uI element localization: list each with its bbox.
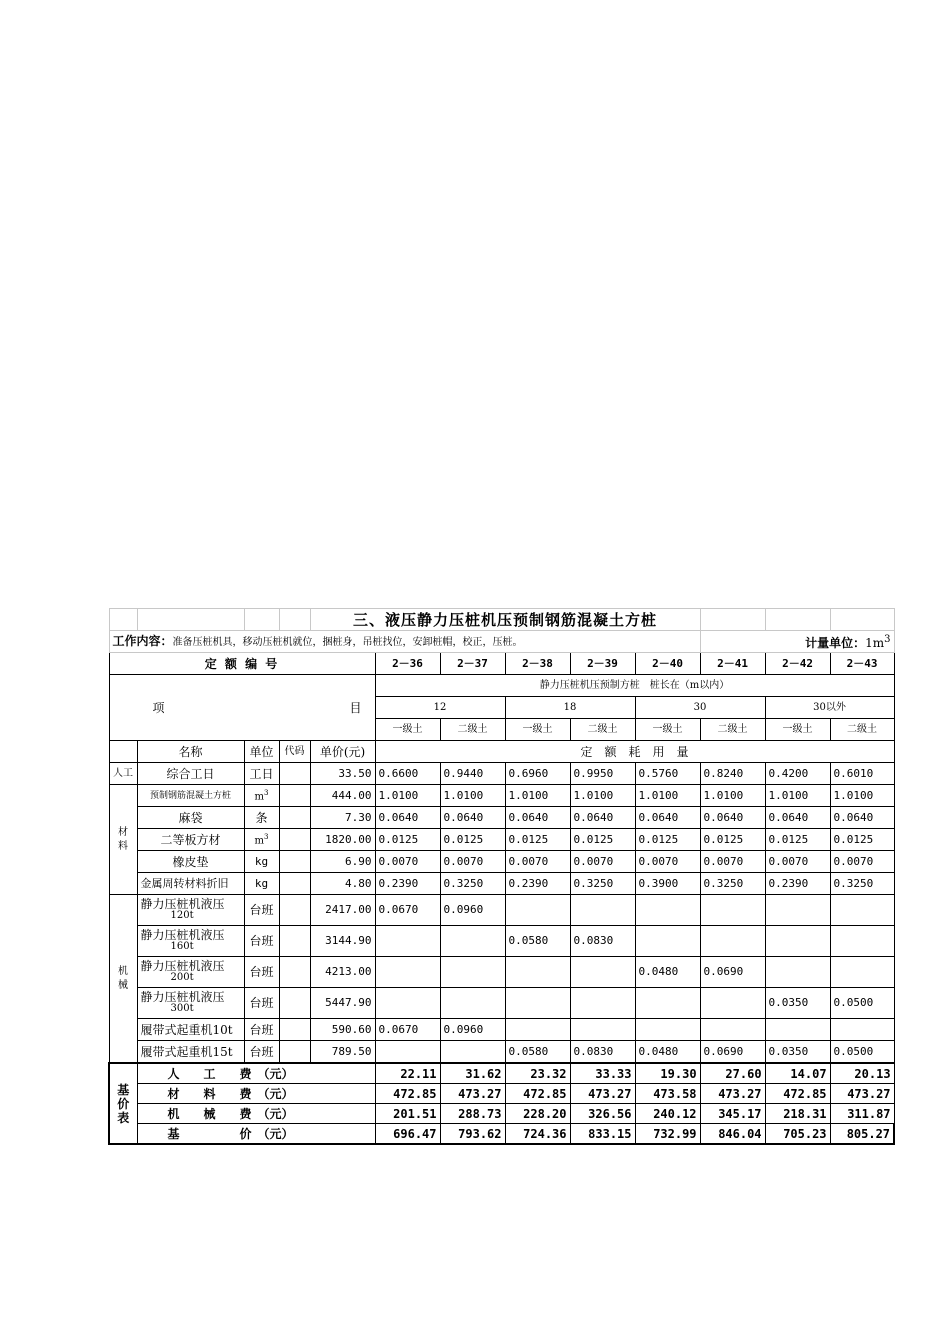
summary-value: 20.13 xyxy=(830,1063,894,1084)
row-value: 0.0070 xyxy=(440,851,505,873)
row-code xyxy=(279,926,310,957)
row-code xyxy=(279,763,310,785)
row-name-main: 静力压桩机液压 xyxy=(140,959,225,973)
summary-value: 473.27 xyxy=(830,1084,894,1104)
row-value: 0.0125 xyxy=(375,829,440,851)
row-value: 0.0670 xyxy=(375,1019,440,1041)
summary-label: 机 械 费 （元） xyxy=(137,1104,375,1124)
table-row xyxy=(109,1084,894,1104)
row-value xyxy=(765,957,830,988)
measure-unit-sup: 3 xyxy=(884,634,891,645)
row-value: 1.0100 xyxy=(635,785,700,807)
work-content-label: 工作内容： xyxy=(112,633,173,648)
pile-length: 12 xyxy=(375,697,505,719)
row-value: 1.0100 xyxy=(570,785,635,807)
table-row xyxy=(109,957,894,988)
quota-code: 2－39 xyxy=(570,653,635,675)
summary-value: 472.85 xyxy=(505,1084,570,1104)
row-value xyxy=(375,957,440,988)
row-value: 0.0830 xyxy=(570,1041,635,1064)
row-value xyxy=(570,895,635,926)
row-value xyxy=(440,988,505,1019)
quota-code: 2－40 xyxy=(635,653,700,675)
row-value: 0.0125 xyxy=(505,829,570,851)
row-value xyxy=(635,895,700,926)
summary-value: 240.12 xyxy=(635,1104,700,1124)
row-code xyxy=(279,785,310,807)
row-value: 0.2390 xyxy=(505,873,570,895)
row-unit: 台班 xyxy=(244,1019,279,1041)
labor-group: 人工 xyxy=(109,763,137,785)
table-row xyxy=(109,829,894,851)
row-name-sub: 200t xyxy=(170,972,194,983)
row-code xyxy=(279,807,310,829)
row-name-sub: 120t xyxy=(170,910,194,921)
row-price: 6.90 xyxy=(310,851,375,873)
row-value xyxy=(635,1019,700,1041)
summary-value: 311.87 xyxy=(830,1104,894,1124)
row-value xyxy=(700,1019,765,1041)
summary-value: 345.17 xyxy=(700,1104,765,1124)
summary-value: 846.04 xyxy=(700,1124,765,1145)
summary-value: 22.11 xyxy=(375,1063,440,1084)
title-spacer xyxy=(137,609,244,631)
base-price-group-label: 基价表 xyxy=(117,1082,130,1125)
work-content-text: 准备压桩机具，移动压桩机就位，捆桩身，吊桩找位，安卸桩帽，校正，压桩。 xyxy=(172,636,523,648)
row-value: 0.0070 xyxy=(700,851,765,873)
row-value: 0.0070 xyxy=(505,851,570,873)
row-code xyxy=(279,988,310,1019)
row-value: 1.0100 xyxy=(700,785,765,807)
row-value: 0.3250 xyxy=(570,873,635,895)
row-code xyxy=(279,1041,310,1064)
summary-value: 23.32 xyxy=(505,1063,570,1084)
row-value xyxy=(635,926,700,957)
row-price: 4.80 xyxy=(310,873,375,895)
row-price: 1820.00 xyxy=(310,829,375,851)
row-value: 0.0350 xyxy=(765,988,830,1019)
row-value: 0.0070 xyxy=(375,851,440,873)
row-value xyxy=(375,1041,440,1064)
row-unit-sup: 3 xyxy=(264,789,269,798)
row-value xyxy=(830,957,894,988)
row-price: 3144.90 xyxy=(310,926,375,957)
row-value xyxy=(700,895,765,926)
summary-value: 288.73 xyxy=(440,1104,505,1124)
header-unit: 单位 xyxy=(244,741,279,763)
measure-unit-value: 1m xyxy=(865,636,885,650)
row-unit-text: m xyxy=(254,835,264,847)
row-value xyxy=(700,926,765,957)
summary-value: 218.31 xyxy=(765,1104,830,1124)
row-value: 0.3250 xyxy=(830,873,894,895)
row-value xyxy=(505,895,570,926)
row-unit: 台班 xyxy=(244,895,279,926)
table-row xyxy=(109,1063,894,1084)
title-spacer xyxy=(279,609,310,631)
table-row xyxy=(109,1124,894,1145)
table-row xyxy=(109,807,894,829)
row-value xyxy=(440,957,505,988)
row-unit: kg xyxy=(244,873,279,895)
row-code xyxy=(279,829,310,851)
row-name: 履带式起重机15t xyxy=(137,1041,244,1064)
row-name-main: 静力压桩机液压 xyxy=(140,928,225,942)
row-value: 0.0070 xyxy=(570,851,635,873)
row-code xyxy=(279,895,310,926)
row-name: 麻袋 xyxy=(137,807,244,829)
row-value: 0.0070 xyxy=(635,851,700,873)
row-value: 0.0640 xyxy=(830,807,894,829)
row-value xyxy=(830,1019,894,1041)
row-value xyxy=(830,895,894,926)
soil-type: 一级土 xyxy=(505,719,570,741)
table-row xyxy=(109,988,894,1019)
row-name: 综合工日 xyxy=(137,763,244,785)
row-value: 0.0125 xyxy=(765,829,830,851)
row-price: 789.50 xyxy=(310,1041,375,1064)
row-name: 履带式起重机10t xyxy=(137,1019,244,1041)
row-value: 0.4200 xyxy=(765,763,830,785)
row-value: 0.6010 xyxy=(830,763,894,785)
row-value: 0.0125 xyxy=(635,829,700,851)
header-code: 代码 xyxy=(279,741,310,763)
row-value: 0.6600 xyxy=(375,763,440,785)
row-value: 0.3250 xyxy=(440,873,505,895)
row-unit-text: m xyxy=(254,791,264,803)
row-name-sub: 300t xyxy=(170,1003,194,1014)
soil-type: 二级土 xyxy=(830,719,894,741)
header-consumption: 定 额 耗 用 量 xyxy=(375,741,894,763)
row-name xyxy=(137,926,244,957)
row-value: 0.0640 xyxy=(765,807,830,829)
row-unit: 条 xyxy=(244,807,279,829)
row-value xyxy=(570,957,635,988)
title-spacer xyxy=(765,609,830,631)
table-row xyxy=(109,1041,894,1064)
row-value: 0.0125 xyxy=(570,829,635,851)
row-value: 0.3900 xyxy=(635,873,700,895)
summary-value: 473.27 xyxy=(700,1084,765,1104)
row-price: 7.30 xyxy=(310,807,375,829)
row-value: 0.0480 xyxy=(635,957,700,988)
page-title: 三、液压静力压桩机压预制钢筋混凝土方桩 xyxy=(310,609,700,631)
row-unit: 台班 xyxy=(244,926,279,957)
row-value: 0.9440 xyxy=(440,763,505,785)
summary-value: 472.85 xyxy=(375,1084,440,1104)
machinery-group xyxy=(109,895,137,1064)
row-unit: kg xyxy=(244,851,279,873)
table-row xyxy=(109,926,894,957)
row-value: 0.5760 xyxy=(635,763,700,785)
row-value: 0.0670 xyxy=(375,895,440,926)
row-price: 33.50 xyxy=(310,763,375,785)
row-value: 0.0960 xyxy=(440,895,505,926)
item-label xyxy=(109,675,375,741)
row-name: 二等板方材 xyxy=(137,829,244,851)
row-value xyxy=(505,957,570,988)
row-value: 0.0580 xyxy=(505,926,570,957)
table-row xyxy=(109,1104,894,1124)
summary-value: 473.27 xyxy=(570,1084,635,1104)
soil-type: 二级土 xyxy=(440,719,505,741)
summary-value: 473.27 xyxy=(440,1084,505,1104)
row-value: 1.0100 xyxy=(765,785,830,807)
materials-group xyxy=(109,785,137,895)
row-code xyxy=(279,1019,310,1041)
row-value: 0.0640 xyxy=(375,807,440,829)
summary-value: 326.56 xyxy=(570,1104,635,1124)
summary-value: 27.60 xyxy=(700,1063,765,1084)
table-row xyxy=(109,895,894,926)
title-spacer xyxy=(700,609,765,631)
row-value xyxy=(570,1019,635,1041)
summary-value: 228.20 xyxy=(505,1104,570,1124)
row-value: 0.0070 xyxy=(765,851,830,873)
row-value xyxy=(635,988,700,1019)
row-value xyxy=(375,926,440,957)
table-row xyxy=(109,873,894,895)
quota-code: 2－41 xyxy=(700,653,765,675)
row-value: 0.0640 xyxy=(505,807,570,829)
pile-length: 18 xyxy=(505,697,635,719)
work-content xyxy=(109,631,700,653)
row-unit xyxy=(244,785,279,807)
row-name-main: 静力压桩机液压 xyxy=(140,990,225,1004)
materials-group-label: 材料 xyxy=(118,826,128,852)
quota-table xyxy=(108,608,895,1145)
row-value xyxy=(765,926,830,957)
pile-length: 30以外 xyxy=(765,697,894,719)
row-value xyxy=(505,1019,570,1041)
soil-type: 二级土 xyxy=(570,719,635,741)
row-unit: 台班 xyxy=(244,988,279,1019)
row-value: 0.0125 xyxy=(700,829,765,851)
soil-type: 二级土 xyxy=(700,719,765,741)
row-value: 1.0100 xyxy=(375,785,440,807)
row-price: 2417.00 xyxy=(310,895,375,926)
row-value: 0.0070 xyxy=(830,851,894,873)
row-value: 0.0830 xyxy=(570,926,635,957)
row-unit-sup: 3 xyxy=(264,833,269,842)
row-name xyxy=(137,957,244,988)
row-value: 0.0640 xyxy=(700,807,765,829)
row-value: 1.0100 xyxy=(440,785,505,807)
quota-code: 2－38 xyxy=(505,653,570,675)
summary-label: 人 工 费 （元） xyxy=(137,1063,375,1084)
row-value xyxy=(440,926,505,957)
summary-value: 805.27 xyxy=(830,1124,894,1145)
row-value: 0.0690 xyxy=(700,957,765,988)
title-spacer xyxy=(109,609,137,631)
soil-type: 一级土 xyxy=(375,719,440,741)
row-value: 0.0125 xyxy=(440,829,505,851)
row-price: 5447.90 xyxy=(310,988,375,1019)
row-value: 0.0690 xyxy=(700,1041,765,1064)
row-price: 444.00 xyxy=(310,785,375,807)
summary-value: 705.23 xyxy=(765,1124,830,1145)
table-row xyxy=(109,763,894,785)
summary-value: 696.47 xyxy=(375,1124,440,1145)
item-label-left: 项 xyxy=(152,700,165,715)
group-cell xyxy=(109,741,137,763)
row-unit: 台班 xyxy=(244,957,279,988)
row-unit xyxy=(244,829,279,851)
soil-type: 一级土 xyxy=(765,719,830,741)
row-code xyxy=(279,851,310,873)
title-spacer xyxy=(830,609,894,631)
quota-code-label: 定 额 编 号 xyxy=(109,653,375,675)
row-value xyxy=(700,988,765,1019)
summary-value: 732.99 xyxy=(635,1124,700,1145)
row-price: 4213.00 xyxy=(310,957,375,988)
row-name xyxy=(137,895,244,926)
quota-code: 2－37 xyxy=(440,653,505,675)
summary-value: 473.58 xyxy=(635,1084,700,1104)
row-value: 0.8240 xyxy=(700,763,765,785)
row-name: 预制钢筋混凝土方桩 xyxy=(137,785,244,807)
header-price: 单价(元) xyxy=(310,741,375,763)
row-value: 0.2390 xyxy=(375,873,440,895)
row-value xyxy=(830,926,894,957)
row-value xyxy=(570,988,635,1019)
subtitle: 静力压桩机压预制方桩 桩长在（m以内） xyxy=(375,675,894,697)
row-name xyxy=(137,988,244,1019)
quota-code: 2－42 xyxy=(765,653,830,675)
row-value: 0.0500 xyxy=(830,1041,894,1064)
row-value: 0.9950 xyxy=(570,763,635,785)
table-row xyxy=(109,851,894,873)
header-name: 名称 xyxy=(137,741,244,763)
summary-label: 基 价 （元） xyxy=(137,1124,375,1145)
pile-length: 30 xyxy=(635,697,765,719)
row-price: 590.60 xyxy=(310,1019,375,1041)
row-value: 0.0500 xyxy=(830,988,894,1019)
table-row xyxy=(109,1019,894,1041)
row-value xyxy=(765,895,830,926)
row-name: 金属周转材料折旧 xyxy=(137,873,244,895)
item-label-right: 目 xyxy=(349,700,362,715)
row-value: 0.0960 xyxy=(440,1019,505,1041)
row-value: 0.0480 xyxy=(635,1041,700,1064)
summary-value: 19.30 xyxy=(635,1063,700,1084)
row-value xyxy=(375,988,440,1019)
row-value xyxy=(505,988,570,1019)
measure-unit xyxy=(700,631,894,653)
row-value: 0.2390 xyxy=(765,873,830,895)
soil-type: 一级土 xyxy=(635,719,700,741)
summary-value: 31.62 xyxy=(440,1063,505,1084)
quota-code: 2－43 xyxy=(830,653,894,675)
row-value: 0.6960 xyxy=(505,763,570,785)
summary-value: 724.36 xyxy=(505,1124,570,1145)
measure-unit-label: 计量单位： xyxy=(805,636,866,650)
row-name-sub: 160t xyxy=(170,941,194,952)
row-value xyxy=(440,1041,505,1064)
row-code xyxy=(279,873,310,895)
row-value: 0.0640 xyxy=(635,807,700,829)
row-value: 0.0640 xyxy=(570,807,635,829)
summary-value: 472.85 xyxy=(765,1084,830,1104)
summary-value: 33.33 xyxy=(570,1063,635,1084)
summary-value: 793.62 xyxy=(440,1124,505,1145)
base-price-group xyxy=(109,1063,137,1144)
quota-code: 2－36 xyxy=(375,653,440,675)
row-value xyxy=(765,1019,830,1041)
row-value: 1.0100 xyxy=(505,785,570,807)
row-name: 橡皮垫 xyxy=(137,851,244,873)
row-value: 0.0580 xyxy=(505,1041,570,1064)
title-spacer xyxy=(244,609,279,631)
summary-value: 201.51 xyxy=(375,1104,440,1124)
row-value: 0.0640 xyxy=(440,807,505,829)
summary-value: 833.15 xyxy=(570,1124,635,1145)
summary-value: 14.07 xyxy=(765,1063,830,1084)
table-row xyxy=(109,785,894,807)
row-value: 0.0350 xyxy=(765,1041,830,1064)
row-name-main: 静力压桩机液压 xyxy=(140,897,225,911)
row-value: 1.0100 xyxy=(830,785,894,807)
row-code xyxy=(279,957,310,988)
summary-label: 材 料 费 （元） xyxy=(137,1084,375,1104)
row-unit: 台班 xyxy=(244,1041,279,1064)
machinery-group-label: 机械 xyxy=(118,965,128,991)
row-value: 0.3250 xyxy=(700,873,765,895)
row-unit: 工日 xyxy=(244,763,279,785)
row-value: 0.0125 xyxy=(830,829,894,851)
